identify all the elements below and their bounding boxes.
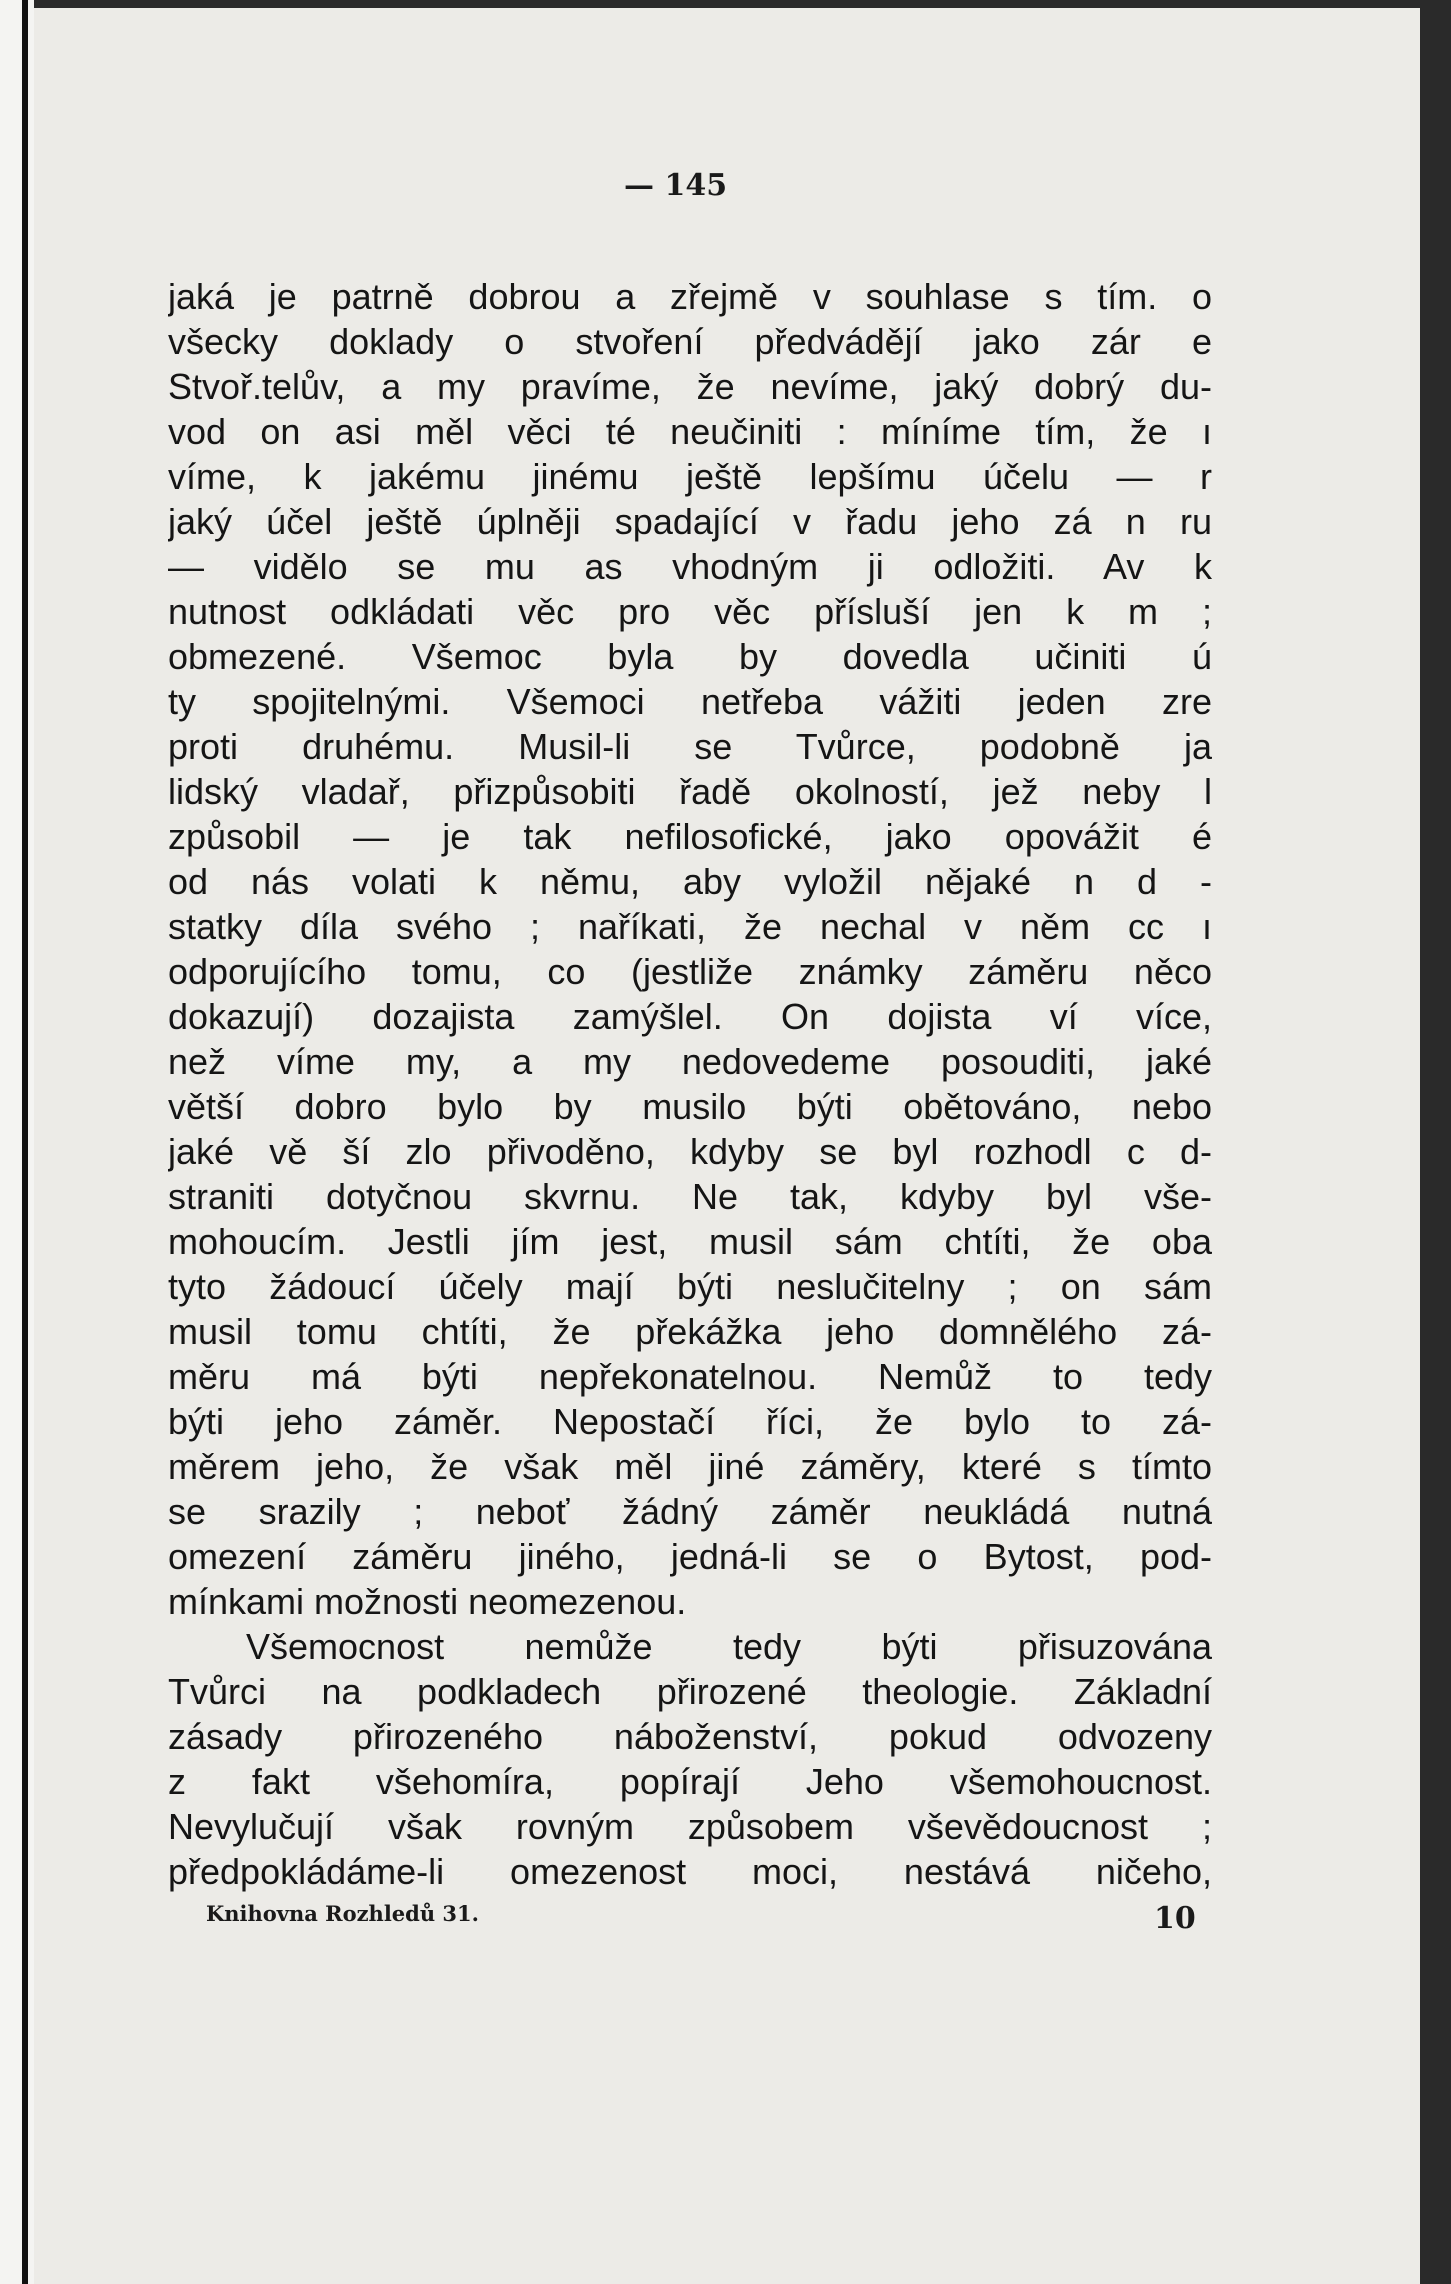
- left-margin-strip: [0, 0, 34, 2284]
- body-text: [168, 274, 1212, 1894]
- text-line: Stvoř.telův, a my pravíme, že nevíme, jaký dobrý du-: [168, 366, 1212, 407]
- text-line: mínkami možnosti neomezenou.: [168, 1581, 687, 1622]
- footer-signature-number: 10: [1154, 1901, 1196, 1936]
- text-line: nutnost odkládati věc pro věc přísluší jen k m ;: [168, 591, 1212, 632]
- text-line: lidský vladař, přizpůsobiti řadě okolností, jež neby l: [168, 771, 1212, 812]
- text-line: předpokládáme-li omezenost moci, nestává ničeho,: [168, 1851, 1212, 1892]
- text-line: od nás volati k němu, aby vyložil nějaké n d -: [168, 861, 1212, 902]
- text-line: všecky doklady o stvoření předvádějí jako zár e: [168, 321, 1212, 362]
- text-line: odporujícího tomu, co (jestliže známky záměru něco: [168, 951, 1212, 992]
- text-line: ty spojitelnými. Všemoci netřeba vážiti jeden zre: [168, 681, 1212, 722]
- text-line: dokazují) dozajista zamýšlel. On dojista ví více,: [168, 996, 1212, 1037]
- text-line: Tvůrci na podkladech přirozené theologie. Základní: [168, 1671, 1212, 1712]
- text-line: musil tomu chtíti, že překážka jeho domnělého zá-: [168, 1311, 1212, 1352]
- text-line: býti jeho záměr. Nepostačí říci, že bylo to zá-: [168, 1401, 1212, 1442]
- text-line: Nevylučují však rovným způsobem vševědoucnost ;: [168, 1806, 1212, 1847]
- text-line: Všemocnost nemůže tedy býti přisuzována: [246, 1626, 1212, 1667]
- text-line: měrem jeho, že však měl jiné záměry, které s tímto: [168, 1446, 1212, 1487]
- text-line: měru má býti nepřekonatelnou. Nemůž to tedy: [168, 1356, 1212, 1397]
- book-page: [34, 8, 1420, 2284]
- text-line: vod on asi měl věci té neučiniti : míníme tím, že ı: [168, 411, 1212, 452]
- text-line: mohoucím. Jestli jím jest, musil sám chtíti, že oba: [168, 1221, 1212, 1262]
- text-line: se srazily ; neboť žádný záměr neukládá nutná: [168, 1491, 1212, 1532]
- text-line: zásady přirozeného náboženství, pokud odvozeny: [168, 1716, 1212, 1757]
- text-line: z fakt všehomíra, popírají Jeho všemohoucnost.: [168, 1761, 1212, 1802]
- text-line: statky díla svého ; naříkati, že nechal v něm cc ı: [168, 906, 1212, 947]
- text-line: proti druhému. Musil-li se Tvůrce, podobně ja: [168, 726, 1212, 767]
- text-line: straniti dotyčnou skvrnu. Ne tak, kdyby byl vše-: [168, 1176, 1212, 1217]
- text-line: obmezené. Všemoc byla by dovedla učiniti ú: [168, 636, 1212, 677]
- text-line: tyto žádoucí účely mají býti neslučitelny ; on sám: [168, 1266, 1212, 1307]
- footer-series-title: Knihovna Rozhledů 31.: [206, 1901, 479, 1926]
- page-number: — 145: [624, 168, 728, 203]
- text-line: omezení záměru jiného, jedná-li se o Bytost, pod-: [168, 1536, 1212, 1577]
- text-line: jaké vě ší zlo přivoděno, kdyby se byl rozhodl c d-: [168, 1131, 1212, 1172]
- text-line: jaká je patrně dobrou a zřejmě v souhlase s tím. o: [168, 276, 1212, 317]
- binding-edge-line: [22, 0, 28, 2284]
- text-line: způsobil — je tak nefilosofické, jako opovážit é: [168, 816, 1212, 857]
- text-line: větší dobro bylo by musilo býti obětováno, nebo: [168, 1086, 1212, 1127]
- text-line: víme, k jakému jinému ještě lepšímu účelu — r: [168, 456, 1212, 497]
- text-line: jaký účel ještě úplněji spadající v řadu jeho zá n ru: [168, 501, 1212, 542]
- text-line: než víme my, a my nedovedeme posouditi, jaké: [168, 1041, 1212, 1082]
- text-line: — vidělo se mu as vhodným ji odložiti. Av k: [168, 546, 1212, 587]
